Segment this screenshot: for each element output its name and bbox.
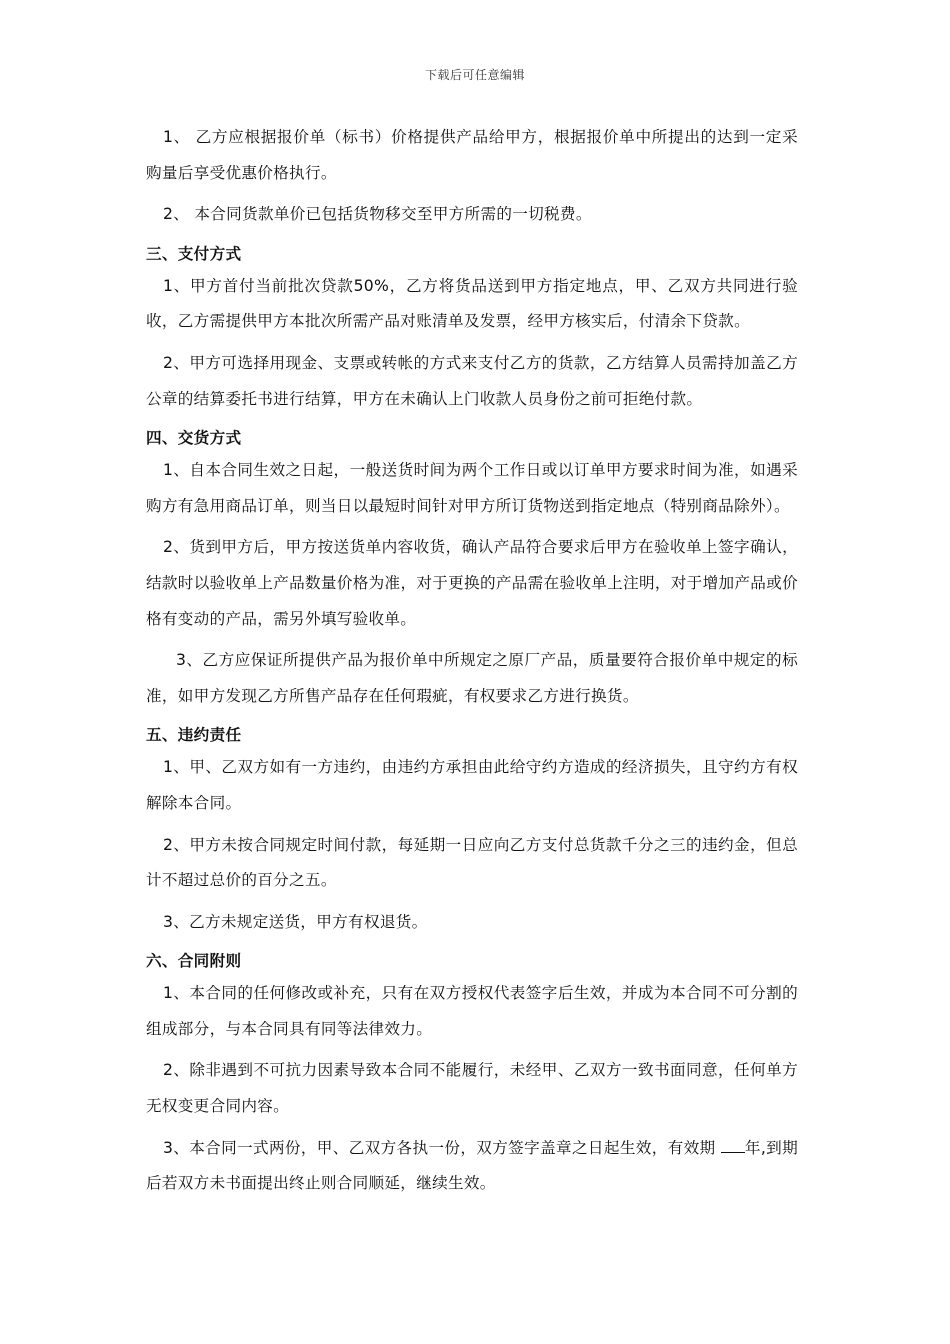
final-clause: [146, 1131, 798, 1202]
clause-paragraph: 1、本合同的任何修改或补充，只有在双方授权代表签字后生效，并成为本合同不可分割的组成部分，与本合同具有同等法律效力。: [146, 984, 798, 1038]
section-heading: 四、交货方式: [146, 429, 242, 448]
clause-paragraph: 2、货到甲方后，甲方按送货单内容收货，确认产品符合要求后甲方在验收单上签字确认，结款时以验收单上产品数量价格为准，对于更换的产品需在验收单上注明，对于增加产品或价格有变动的产品，需另外填写验收单。: [146, 538, 798, 628]
clause-paragraph: 2、甲方可选择用现金、支票或转帐的方式来支付乙方的货款，乙方结算人员需持加盖乙方公章的结算委托书进行结算，甲方在未确认上门收款人员身份之前可拒绝付款。: [146, 353, 798, 408]
contract-body: [146, 120, 798, 1208]
final-clause-text-after: 年,到期后若双方未书面提出终止则合同顺延，继续生效。: [146, 1138, 798, 1193]
clause-paragraph: 3、乙方应保证所提供产品为报价单中所规定之原厂产品，质量要符合报价单中规定的标准，如甲方发现乙方所售产品存在任何瑕疵，有权要求乙方进行换货。: [146, 651, 798, 705]
clause-paragraph: 2、 本合同货款单价已包括货物移交至甲方所需的一切税费。: [163, 205, 592, 224]
clause-paragraph: 1、甲方首付当前批次贷款50%，乙方将货品送到甲方指定地点，甲、乙双方共同进行验收，乙方需提供甲方本批次所需产品对账清单及发票，经甲方核实后，付清余下贷款。: [146, 276, 798, 331]
clause-paragraph: 2、除非遇到不可抗力因素导致本合同不能履行，未经甲、乙双方一致书面同意，任何单方无权变更合同内容。: [146, 1061, 798, 1116]
term-years-blank: [721, 1138, 745, 1153]
clause-paragraph: 3、乙方未规定送货，甲方有权退货。: [163, 912, 428, 931]
section-heading: 六、合同附则: [146, 952, 242, 971]
clause-paragraph: 1、自本合同生效之日起，一般送货时间为两个工作日或以订单甲方要求时间为准，如遇采购方有急用商品订单，则当日以最短时间针对甲方所订货物送到指定地点（特别商品除外）。: [146, 461, 798, 515]
section-heading: 三、支付方式: [146, 244, 242, 263]
page-header: 下载后可任意编辑: [424, 68, 525, 82]
final-clause-text-before: 3、本合同一式两份，甲、乙双方各执一份，双方签字盖章之日起生效，有效期: [163, 1138, 721, 1157]
clause-paragraph: 1、甲、乙双方如有一方违约，由违约方承担由此给守约方造成的经济损失，且守约方有权解除本合同。: [146, 758, 798, 812]
section-heading: 五、违约责任: [146, 726, 242, 745]
clause-paragraph: 2、甲方未按合同规定时间付款，每延期一日应向乙方支付总货款千分之三的违约金，但总计不超过总价的百分之五。: [146, 835, 798, 890]
clause-paragraph: 1、 乙方应根据报价单（标书）价格提供产品给甲方，根据报价单中所提出的达到一定采购量后享受优惠价格执行。: [146, 128, 798, 182]
